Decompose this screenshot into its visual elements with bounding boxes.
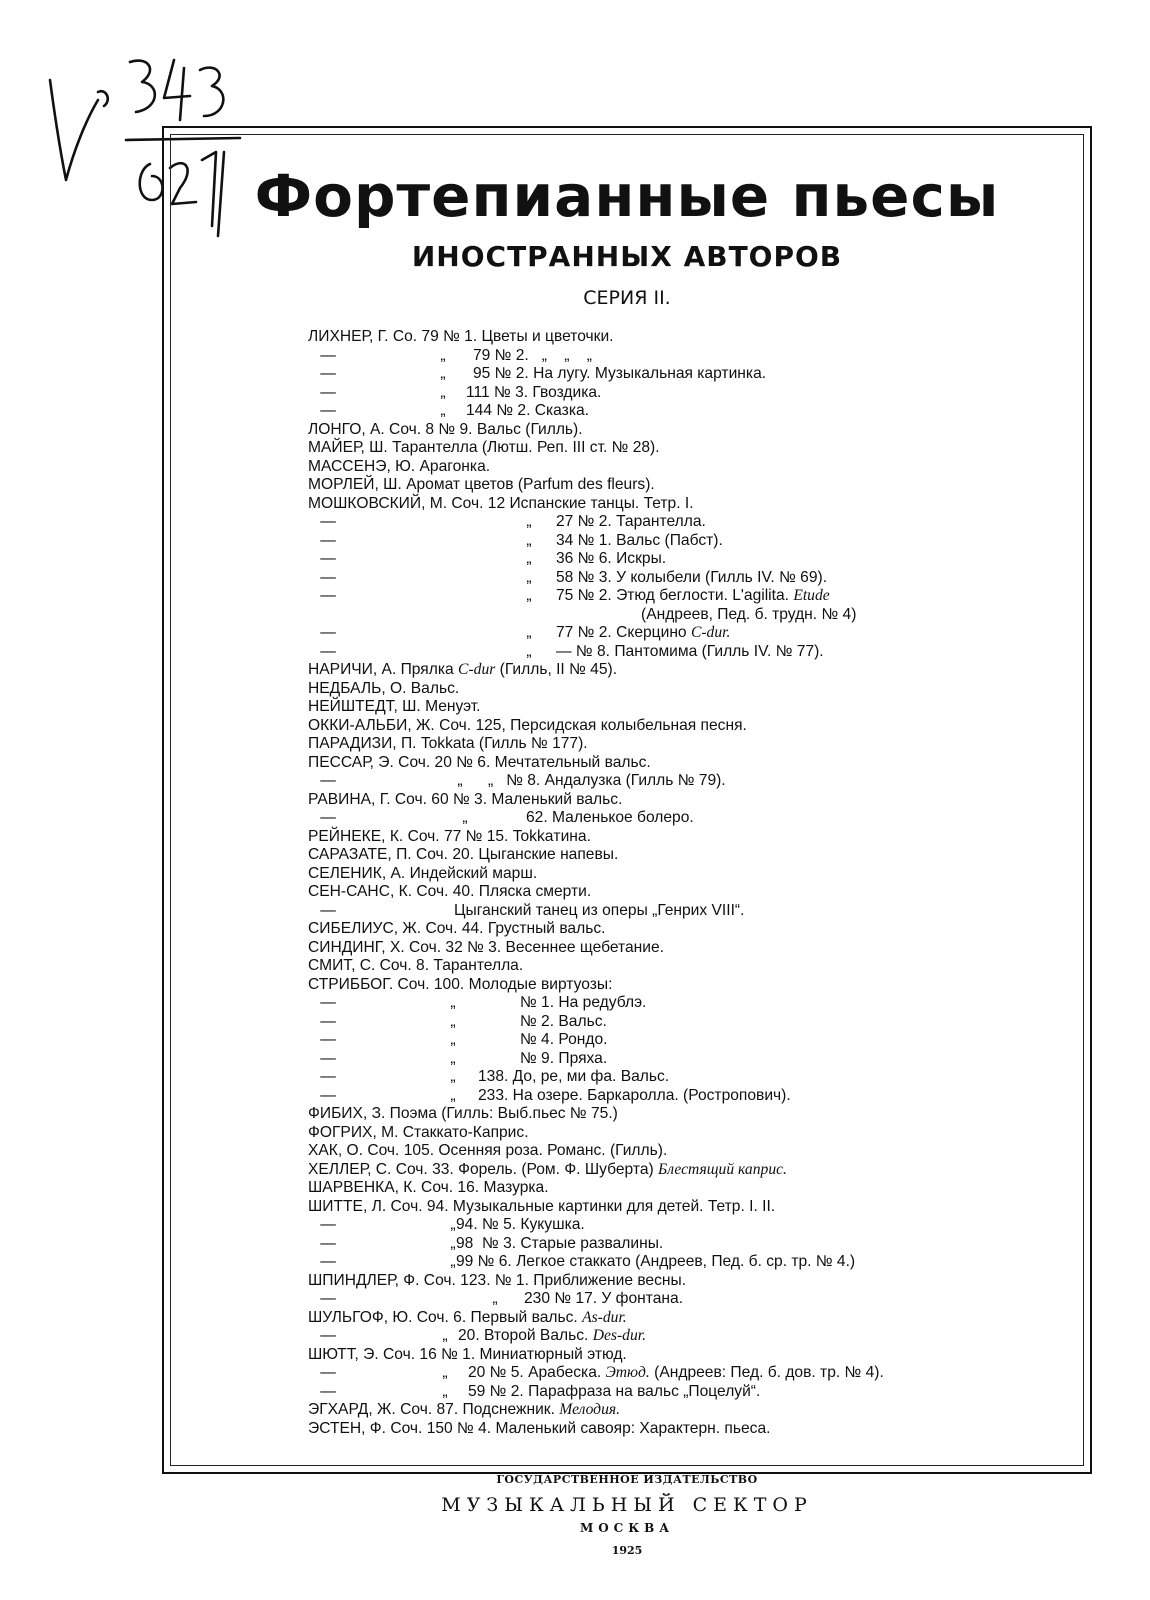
entry-text [308, 1272, 686, 1291]
entry-text [308, 661, 617, 680]
entry-trailing-text: (Гилль, II № 45). [495, 661, 618, 678]
entry-main-text: МАССЕНЭ, Ю. Арагонка. [308, 457, 491, 475]
entry-main-text: 62. Маленькое болеро. [526, 809, 694, 826]
ditto-mark: „ [440, 365, 446, 382]
entry-main-text: ЭСТЕН, Ф. Соч. 150 № 4. Маленький савояр: Характерн. пьеса. [308, 1419, 771, 1437]
entry-main-text: 94. № 5. Кукушка. [456, 1216, 585, 1233]
entry-text [308, 791, 622, 810]
entry-text [556, 550, 666, 569]
catalog-entry [308, 1346, 1068, 1365]
entry-text [468, 1383, 760, 1402]
catalog-entry [308, 846, 1068, 865]
catalog-entry [308, 1087, 1068, 1106]
entry-text [478, 1068, 669, 1087]
catalog-entry [308, 1401, 1068, 1420]
entry-text [308, 735, 588, 754]
catalog-entry [308, 550, 1068, 569]
entry-main-text: № 4. Рондо. [520, 1031, 608, 1048]
ditto-mark: „ [450, 1012, 456, 1030]
entry-text [308, 476, 655, 495]
svg-text:№ 348 / 824: № 348 / 824 [40, 245, 47, 246]
continuation-dash: — [320, 383, 336, 401]
entry-main-text: 233. На озере. Баркаролла. (Ростропович). [478, 1086, 791, 1104]
entry-main-text: СЕН-САНС, К. Соч. 40. Пляска смерти. [308, 883, 592, 900]
catalog-entry [308, 1290, 1068, 1309]
entry-main-text: НАРИЧИ, А. Прялка [308, 661, 454, 678]
entry-main-text: СТРИББОГ. Соч. 100. Молодые виртуозы: [308, 975, 613, 993]
catalog-list [308, 328, 1068, 1438]
entry-text [308, 680, 459, 699]
catalog-entry [308, 1309, 1068, 1328]
entry-text [308, 1105, 618, 1124]
entry-main-text: НЕЙШТЕДТ, Ш. Менуэт. [308, 698, 481, 715]
entry-main-text: ЭГХАРД, Ж. Соч. 87. Подснежник. [308, 1401, 555, 1418]
ditto-mark: „ [526, 642, 532, 660]
continuation-dash: — [320, 1382, 336, 1400]
entry-text [456, 1253, 855, 1272]
ditto-mark: „ [442, 1364, 448, 1381]
catalog-entry [308, 828, 1068, 847]
catalog-entry [308, 1383, 1068, 1402]
entry-text [488, 772, 726, 791]
entry-main-text: СМИТ, С. Соч. 8. Тарантелла. [308, 957, 524, 974]
entry-main-text: СИНДИНГ, Х. Соч. 32 № 3. Весеннее щебетание. [308, 938, 664, 956]
continuation-dash: — [320, 1253, 336, 1270]
entry-main-text: МОШКОВСКИЙ, М. Соч. 12 Испанские танцы. Тетр. I. [308, 494, 694, 512]
entry-text [520, 1013, 607, 1032]
catalog-entry [308, 1124, 1068, 1143]
catalog-entry [308, 624, 1068, 643]
ditto-mark: „ [526, 550, 532, 567]
publisher-sector: МУЗЫКАЛЬНЫЙ СЕКТОР [441, 1494, 813, 1516]
entry-main-text: — № 8. Пантомима (Гилль IV. № 77). [556, 642, 824, 660]
entry-text [556, 569, 827, 588]
continuation-dash: — [320, 587, 336, 604]
entry-main-text: 111 № 3. Гвоздика. [466, 383, 602, 401]
entry-main-text: № 9. Пряха. [520, 1049, 608, 1067]
entry-italic-note: Этюд. [605, 1364, 650, 1381]
ditto-mark: „ [526, 513, 532, 530]
entry-text [454, 902, 744, 921]
entry-text [308, 439, 660, 458]
ditto-mark: „ [440, 402, 446, 419]
continuation-dash: — [320, 624, 336, 641]
entry-text [468, 1364, 884, 1383]
catalog-entry [308, 1420, 1068, 1439]
entry-main-text: 27 № 2. Тарантелла. [556, 513, 706, 530]
entry-main-text: ХЕЛЛЕР, С. Соч. 33. Форель. (Ром. Ф. Шуберта) [308, 1160, 654, 1178]
catalog-entry [308, 532, 1068, 551]
entry-main-text: НЕДБАЛЬ, О. Вальс. [308, 679, 460, 697]
entry-main-text: ЛОНГО, А. Соч. 8 № 9. Вальс (Гилль). [308, 420, 583, 438]
entry-italic-note: C-dur [458, 661, 496, 678]
entry-main-text: 20. Второй Вальс. [458, 1327, 589, 1344]
entry-text [473, 347, 592, 366]
catalog-entry [308, 939, 1068, 958]
catalog-entry [308, 1216, 1068, 1235]
ditto-mark: „ [442, 1327, 448, 1344]
continuation-dash: — [320, 1049, 336, 1067]
entry-text [308, 1161, 787, 1180]
entry-text [308, 1309, 627, 1328]
entry-main-text: № 2. Вальс. [520, 1012, 607, 1030]
continuation-dash: — [320, 1290, 336, 1307]
series-label: СЕРИЯ II. [583, 287, 671, 309]
catalog-entry [308, 994, 1068, 1013]
entry-main-text: 75 № 2. Этюд беглости. L'agilita. [556, 587, 789, 604]
entry-text [641, 606, 856, 625]
catalog-entry [308, 791, 1068, 810]
entry-main-text: ХАК, О. Соч. 105. Осенняя роза. Романс. (Гилль). [308, 1142, 668, 1159]
catalog-entry [308, 365, 1068, 384]
ditto-mark: „ [442, 1382, 448, 1400]
catalog-entry [308, 1253, 1068, 1272]
catalog-entry [308, 717, 1068, 736]
entry-main-text: РЕЙНЕКЕ, К. Соч. 77 № 15. Tokkaтина. [308, 827, 591, 845]
catalog-entry [308, 384, 1068, 403]
ditto-mark: „ [450, 1068, 456, 1085]
catalog-entry [308, 698, 1068, 717]
catalog-entry [308, 513, 1068, 532]
entry-text [308, 421, 583, 440]
continuation-dash: — [320, 1012, 336, 1030]
entry-main-text: МОРЛЕЙ, Ш. Аромат цветов (Parfum des fleurs). [308, 476, 655, 493]
entry-italic-note: Des-dur. [592, 1327, 646, 1344]
continuation-dash: — [320, 402, 336, 419]
continuation-dash: — [320, 772, 336, 789]
catalog-entry [308, 569, 1068, 588]
entry-main-text: 20 № 5. Арабеска. [468, 1364, 602, 1381]
catalog-entry [308, 402, 1068, 421]
catalog-entry [308, 1327, 1068, 1346]
continuation-dash: — [320, 1364, 336, 1381]
entry-main-text: 77 № 2. Скерцино [556, 624, 687, 641]
continuation-dash: — [320, 513, 336, 530]
entry-text [308, 1401, 620, 1420]
entry-text [466, 384, 601, 403]
entry-main-text: 230 № 17. У фонтана. [524, 1290, 684, 1307]
entry-trailing-text: (Андреев: Пед. б. дов. тр. № 4). [649, 1364, 884, 1381]
catalog-entry [308, 957, 1068, 976]
continuation-dash: — [320, 994, 336, 1011]
ditto-mark: „ [450, 1031, 456, 1048]
entry-text [308, 495, 694, 514]
entry-main-text: МАЙЕР, Ш. Тарантелла (Лютш. Реп. III ст. № 28). [308, 439, 660, 456]
catalog-entry [308, 1179, 1068, 1198]
ditto-mark: „ [440, 346, 446, 364]
entry-main-text: ПАРАДИЗИ, П. Tokkata (Гилль № 177). [308, 735, 588, 752]
catalog-entry [308, 754, 1068, 773]
ditto-mark: „ [450, 1049, 456, 1067]
ditto-mark: „ [526, 587, 532, 604]
catalog-entry [308, 476, 1068, 495]
entry-main-text: 79 № 2. „ „ „ [473, 346, 592, 364]
catalog-entry [308, 1050, 1068, 1069]
entry-text [308, 920, 605, 939]
entry-text [308, 1124, 529, 1143]
entry-text [556, 532, 723, 551]
continuation-dash: — [320, 1327, 336, 1344]
entry-text [308, 1198, 775, 1217]
continuation-dash: — [320, 531, 336, 549]
ditto-mark: „ [450, 994, 456, 1011]
entry-main-text: ПЕССАР, Э. Соч. 20 № 6. Мечтательный вальс. [308, 753, 651, 771]
catalog-entry [308, 735, 1068, 754]
catalog-entry [308, 1198, 1068, 1217]
continuation-dash: — [320, 346, 336, 364]
publication-year: 1925 [611, 1544, 643, 1557]
entry-italic-note: Блестящий каприс. [658, 1160, 787, 1178]
entry-main-text: ШУЛЬГОФ, Ю. Соч. 6. Первый вальс. [308, 1308, 578, 1326]
entry-text [308, 1179, 549, 1198]
catalog-entry [308, 439, 1068, 458]
catalog-entry [308, 1068, 1068, 1087]
catalog-entry [308, 606, 1068, 625]
catalog-entry [308, 328, 1068, 347]
continuation-dash: — [320, 1086, 336, 1104]
entry-text [308, 1346, 627, 1365]
catalog-entry [308, 1031, 1068, 1050]
entry-text [520, 994, 646, 1013]
entry-main-text: ШПИНДЛЕР, Ф. Соч. 123. № 1. Приближение весны. [308, 1271, 687, 1289]
catalog-entry [308, 421, 1068, 440]
continuation-dash: — [320, 550, 336, 567]
entry-main-text: № 1. На редублэ. [520, 994, 647, 1011]
catalog-entry [308, 680, 1068, 699]
catalog-entry [308, 458, 1068, 477]
continuation-dash: — [320, 1068, 336, 1085]
entry-main-text: ШЮТТ, Э. Соч. 16 № 1. Миниатюрный этюд. [308, 1345, 627, 1363]
entry-main-text: 138. До, ре, ми фа. Вальс. [478, 1068, 670, 1085]
entry-text [308, 957, 523, 976]
entry-text [456, 1216, 585, 1235]
ditto-mark: „ [492, 1290, 498, 1307]
entry-main-text: 95 № 2. На лугу. Музыкальная картинка. [473, 365, 767, 382]
page-subtitle: ИНОСТРАННЫХ АВТОРОВ [411, 240, 843, 273]
ditto-mark: „ [526, 531, 532, 549]
entry-main-text: 58 № 3. У колыбели (Гилль IV. № 69). [556, 568, 828, 586]
continuation-dash: — [320, 901, 336, 919]
catalog-entry [308, 920, 1068, 939]
ditto-mark: „ [450, 1234, 456, 1252]
entry-text [556, 624, 730, 643]
entry-text [526, 809, 694, 828]
entry-main-text: РАВИНА, Г. Соч. 60 № 3. Маленький вальс. [308, 790, 623, 808]
catalog-entry [308, 1364, 1068, 1383]
entry-italic-note: Etude [793, 587, 830, 604]
catalog-entry [308, 772, 1068, 791]
continuation-dash: — [320, 1234, 336, 1252]
entry-main-text: ОККИ-АЛЬБИ, Ж. Соч. 125, Персидская колыбельная песня. [308, 716, 747, 734]
entry-main-text: „ № 8. Андалузка (Гилль № 79). [488, 772, 726, 789]
catalog-entry [308, 883, 1068, 902]
entry-text [308, 883, 591, 902]
entry-text [556, 587, 830, 606]
catalog-entry [308, 809, 1068, 828]
entry-italic-note: As-dur. [582, 1308, 627, 1326]
entry-text [308, 1142, 667, 1161]
entry-text [308, 976, 612, 995]
ditto-mark: „ [450, 1216, 456, 1233]
continuation-dash: — [320, 1216, 336, 1233]
continuation-dash: — [320, 809, 336, 826]
entry-text [473, 365, 766, 384]
entry-text [308, 1420, 770, 1439]
ditto-mark: „ [526, 568, 532, 586]
entry-main-text: СЕЛЕНИК, А. Индейский марш. [308, 864, 538, 882]
entry-text [308, 939, 664, 958]
catalog-entry [308, 661, 1068, 680]
entry-text [308, 846, 618, 865]
entry-text [308, 828, 591, 847]
catalog-entry [308, 1161, 1068, 1180]
catalog-entry [308, 1142, 1068, 1161]
entry-text [478, 1087, 791, 1106]
entry-text [466, 402, 589, 421]
continuation-dash: — [320, 365, 336, 382]
ditto-mark: „ [450, 1253, 456, 1270]
ditto-mark: „ [440, 383, 446, 401]
entry-text [308, 458, 490, 477]
entry-main-text: САРАЗАТЕ, П. Соч. 20. Цыганские напевы. [308, 846, 619, 863]
catalog-entry [308, 1235, 1068, 1254]
entry-main-text: ФОГРИХ, М. Стаккато-Каприс. [308, 1123, 529, 1141]
entry-main-text: ФИБИХ, З. Поэма (Гилль: Выб.пьес № 75.) [308, 1105, 618, 1122]
entry-main-text: СИБЕЛИУС, Ж. Соч. 44. Грустный вальс. [308, 920, 606, 937]
entry-text [308, 754, 651, 773]
continuation-dash: — [320, 568, 336, 586]
entry-text [524, 1290, 683, 1309]
entry-text [308, 717, 747, 736]
catalog-entry [308, 865, 1068, 884]
entry-main-text: ШИТТЕ, Л. Соч. 94. Музыкальные картинки для детей. Тетр. I. II. [308, 1197, 776, 1215]
ditto-mark: „ [450, 1086, 456, 1104]
catalog-entry [308, 1013, 1068, 1032]
catalog-entry [308, 902, 1068, 921]
catalog-entry [308, 643, 1068, 662]
catalog-entry [308, 587, 1068, 606]
ditto-mark: „ [526, 624, 532, 641]
catalog-entry [308, 1272, 1068, 1291]
entry-main-text: 144 № 2. Сказка. [466, 402, 589, 419]
entry-text [308, 698, 481, 717]
entry-main-text: (Андреев, Пед. б. трудн. № 4) [641, 605, 857, 623]
entry-main-text: 99 № 6. Легкое стаккато (Андреев, Пед. б. ср. тр. № 4.) [456, 1253, 856, 1270]
publisher-city: МОСКВА [579, 1521, 675, 1535]
entry-main-text: ШАРВЕНКА, К. Соч. 16. Мазурка. [308, 1179, 549, 1196]
catalog-entry [308, 1105, 1068, 1124]
continuation-dash: — [320, 642, 336, 660]
continuation-dash: — [320, 1031, 336, 1048]
entry-text [308, 865, 537, 884]
catalog-entry [308, 347, 1068, 366]
publisher-name: ГОСУДАРСТВЕННОЕ ИЗДАТЕЛЬСТВО [496, 1473, 758, 1486]
entry-main-text: 59 № 2. Парафраза на вальс „Поцелуй“. [468, 1382, 761, 1400]
entry-text [520, 1050, 607, 1069]
entry-main-text: 36 № 6. Искры. [556, 550, 667, 567]
entry-text [556, 643, 824, 662]
entry-text [556, 513, 706, 532]
ditto-mark: „ [457, 772, 463, 789]
entry-italic-note: C-dur. [690, 624, 731, 641]
entry-italic-note: Мелодия. [559, 1401, 621, 1418]
ditto-mark: „ [462, 809, 468, 826]
entry-main-text: Цыганский танец из оперы „Генрих VIII“. [454, 901, 745, 919]
entry-main-text: 34 № 1. Вальс (Пабст). [556, 531, 723, 549]
catalog-entry [308, 495, 1068, 514]
entry-text [520, 1031, 608, 1050]
page-title: Фортепианные пьесы [254, 162, 1000, 230]
entry-text [456, 1235, 663, 1254]
catalog-entry [308, 976, 1068, 995]
entry-main-text: ЛИХНЕР, Г. Со. 79 № 1. Цветы и цветочки. [308, 328, 614, 345]
entry-main-text: 98 № 3. Старые развалины. [456, 1234, 664, 1252]
entry-text [458, 1327, 646, 1346]
entry-text [308, 328, 614, 347]
